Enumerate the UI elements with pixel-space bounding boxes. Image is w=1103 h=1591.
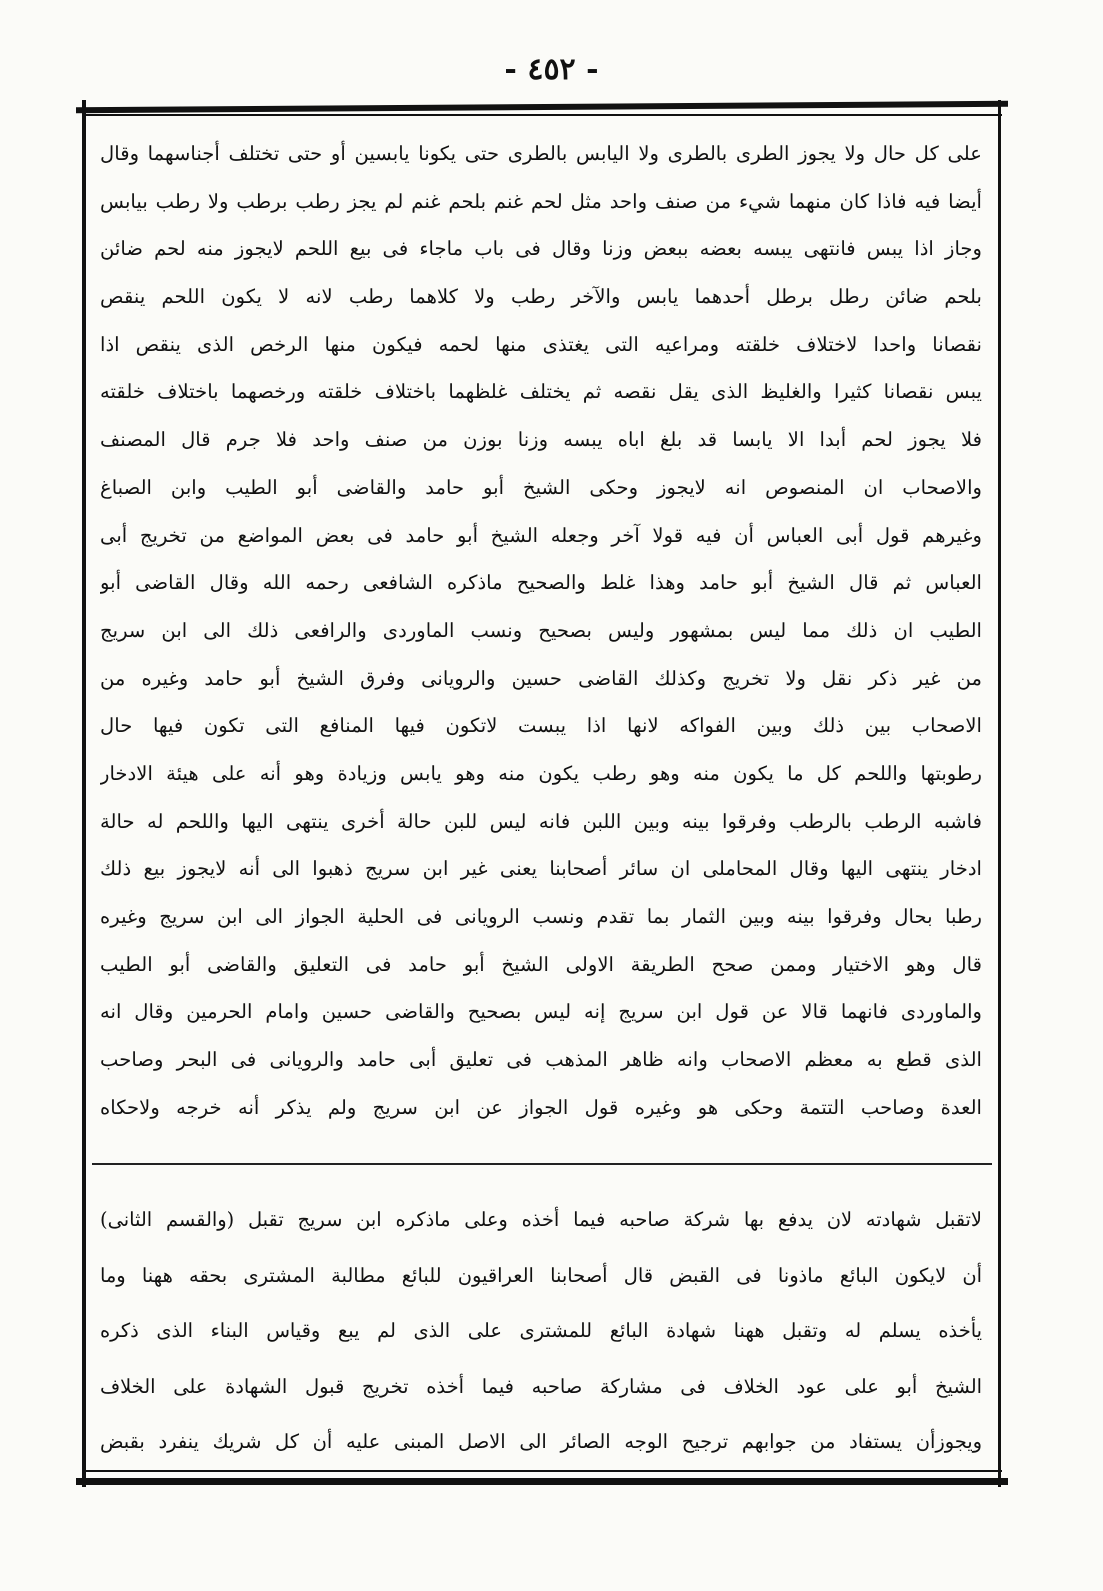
text-line: يبس نقصانا كثيرا والغليظ الذى يقل نقصه ثم يختلف غلظهما باختلاف خلقته ورخصهما باختلاف خلقته bbox=[100, 380, 982, 404]
footnote-text bbox=[100, 1192, 982, 1470]
text-line: رطوبتها واللحم كل ما يكون منه وهو رطب يكون منه وهو يابس وزيادة وهو أنه على هيئة الادخار bbox=[100, 761, 982, 785]
text-line: بلحم ضائن رطل برطل أحدهما يابس والآخر رطب ولا كلاهما رطب لانه لا يكون اللحم ينقص bbox=[100, 285, 982, 309]
top-rule-thin bbox=[82, 114, 1002, 116]
text-line: والماوردى فانهما قالا عن قول ابن سريج إنه ليس بصحيح والقاضى حسين وامام الحرمين وقال انه bbox=[100, 1000, 982, 1024]
text-line: من غير ذكر نقل ولا تخريج وكذلك القاضى حسين والرويانى وفرق الشيخ أبو حامد وغيره من bbox=[100, 666, 982, 690]
footnote-line: ويجوزأن يستفاد من جوابهم ترجيح الوجه الصائر الى الاصل المبنى عليه أن كل شريك ينفرد بقبض bbox=[100, 1430, 982, 1453]
text-line: على كل حال ولا يجوز الطرى بالطرى ولا اليابس بالطرى حتى يكونا يابسين أو حتى تختلف أجناسهما وقال bbox=[100, 142, 982, 165]
footnote-line: الشيخ أبو على عود الخلاف فى مشاركة صاحبه فيما أخذه تخريج قبول الشهادة على الخلاف bbox=[100, 1374, 982, 1398]
text-line: فلا يجوز لحم أبدا الا يابسا قد بلغ اباه يبسه وزنا بوزن من صنف واحد فلا جرم قال المصنف bbox=[100, 428, 982, 452]
text-line: فاشبه الرطب بالرطب وفرقوا بينه وبين اللبن فانه ليس للبن حالة أخرى ينتهى اليها واللحم له حالة bbox=[100, 809, 982, 833]
bottom-rule-thin bbox=[82, 1470, 1002, 1472]
text-line: العدة وصاحب التتمة وحكى هو وغيره قول الجواز عن ابن سريج ولم يذكر أنه خرجه ولاحكاه bbox=[100, 1095, 982, 1119]
bottom-rule bbox=[76, 1478, 1008, 1485]
text-line: العباس ثم قال الشيخ أبو حامد وهذا غلط والصحيح ماذكره الشافعى رحمه الله وقال القاضى أبو bbox=[100, 571, 982, 595]
text-line: الطيب ان ذلك مما ليس بمشهور وليس بصحيح ونسب الماوردى والرافعى ذلك الى ابن سريج bbox=[100, 618, 982, 642]
footnote-line: أن لايكون البائع ماذونا فى القبض قال أصحابنا العراقيون للبائع مطالبة المشترى بحقه ههنا وما bbox=[100, 1263, 982, 1287]
page-number: - ٤٥٢ - bbox=[504, 52, 599, 87]
footnote-line: لاتقبل شهادته لان يدفع بها شركة صاحبه فيما أخذه وعلى ماذكره ابن سريج تقبل (والقسم الثانى) bbox=[100, 1208, 982, 1231]
footnote-separator bbox=[92, 1163, 992, 1165]
text-line: نقصانا واحدا لاختلاف خلقته ومراعيه التى يغتذى منها لحمه فيكون منها الرخص الذى ينقص اذا bbox=[100, 332, 982, 356]
text-line: أيضا فيه فاذا كان منهما شيء من صنف واحد مثل لحم غنم بلحم غنم لم يجز رطب برطب ولا رطب بيابس bbox=[100, 189, 982, 213]
text-line: والاصحاب ان المنصوص انه لايجوز وحكى الشيخ أبو حامد والقاضى أبو الطيب وابن الصباغ bbox=[100, 475, 982, 499]
text-line: وغيرهم قول أبى العباس أن فيه قولا آخر وجعله الشيخ أبو حامد فى بعض المواضع من تخريج أبى bbox=[100, 523, 982, 547]
text-line: ادخار ينتهى اليها وقال المحاملى ان سائر أصحابنا يعنى غير ابن سريج ذهبوا الى أنه لايجوز بيع ذلك bbox=[100, 857, 982, 881]
footnote-line: يأخذه يسلم له وتقبل ههنا شهادة البائع للمشترى على الذى لم يبع وقياس البناء الذى ذكره bbox=[100, 1319, 982, 1342]
main-text bbox=[100, 130, 982, 1131]
text-line: قال وهو الاختيار وممن صحح الطريقة الاولى الشيخ أبو حامد فى التعليق والقاضى أبو الطيب bbox=[100, 952, 982, 976]
text-line: رطبا بحال وفرقوا بينه وبين الثمار بما تقدم ونسب الرويانى فى الحلية الجواز الى ابن سريج وغيره bbox=[100, 905, 982, 928]
text-line: الاصحاب بين ذلك وبين الفواكه لانها اذا يبست لاتكون فيها المنافع التى تكون فيها حال bbox=[100, 714, 982, 738]
text-line: وجاز اذا يبس فانتهى يبسه بعضه ببعض وزنا وقال فى باب ماجاء فى بيع اللحم لايجوز منه لحم ضائن bbox=[100, 237, 982, 261]
text-line: الذى قطع به معظم الاصحاب وانه ظاهر المذهب فى تعليق أبى حامد والرويانى فى البحر وصاحب bbox=[100, 1048, 982, 1072]
